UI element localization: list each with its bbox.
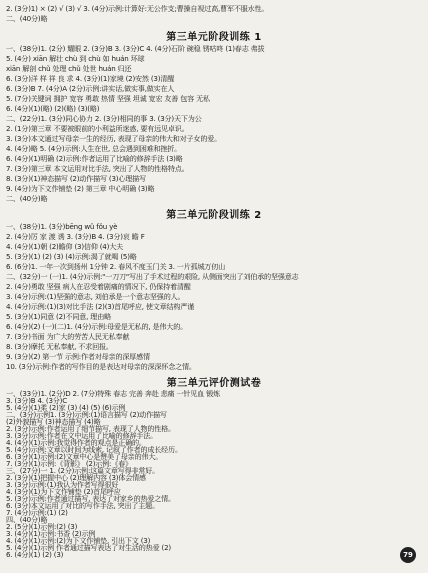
text-line: 5. (3分)(1)同意 (2)不同意, 理由略	[6, 312, 111, 321]
text-line: 6. (4分)(1) (2) (3)	[6, 550, 64, 559]
text-line: 6. (3分)(1)示例:(2)文章中心是赞美了母亲的伟大。	[6, 452, 163, 461]
text-line: 9. (4分)为下文作铺垫 (2) 第三章 中心明确 (3)略	[6, 184, 155, 193]
text-line: 6. (3分)B 7. (4分)A (2分)示例:讲实话,做实事,做实在人	[6, 84, 175, 93]
text-line: 2. (1分)第三章 不要被眼前的小利益所迷惑, 要有远见卓识。	[6, 124, 189, 133]
page-number-badge: 79	[400, 547, 416, 563]
text-line: 5. (3分)(1) (2) (3) (4)示例:渴了就喝 (5)略	[6, 252, 137, 261]
text-line: 二、(40分)略	[6, 194, 48, 203]
text-line: xiān 解剖 chǔ 处理 chǔ 处世 huán 归还	[6, 64, 132, 73]
text-line: 二、(3分)示例1. (3分)示例:(1)语言描写 (2)动作描写	[6, 410, 167, 419]
text-line: 4. (4分)示例:(1)(3)对比手法 (2)(3)首尾呼应, 使文章结构严谨	[6, 302, 195, 311]
text-line: 3. (3分)本文通过写母亲一生的经历, 表现了母亲的伟大和对子女的爱。	[6, 134, 222, 143]
text-line: 9. (3分)(2) 第一节 示例:作者对母亲的深厚感情	[6, 352, 150, 361]
text-line: 三、(27分)一 1. (2分)示例:这篇文章写得非常好。	[6, 466, 160, 475]
text-line: 2. (3分)(1)把握中心 (2)理解内容 (3)体会情感	[6, 473, 146, 482]
text-line: 6. (4分)(2) (一)(二)1. (4分)示例:母爱是无私的, 是伟大的。	[6, 322, 188, 331]
text-line: 2. (5分)(1)示例:(2) (3)	[6, 522, 78, 531]
text-line: 4. (3分)(1)为下文作铺垫 (2)首尾呼应	[6, 487, 121, 496]
text-line: (2)外貌描写 (3)神态描写 (4)略	[6, 417, 101, 426]
text-line: 二、(40分)略	[6, 14, 48, 23]
text-line: 3. (3分)B 4. (3分)C	[6, 396, 68, 405]
text-line: 6. (4分)(1)(略) (2)(略) (3)(略)	[6, 104, 100, 113]
text-line: 二、(32分)一 (一)1. (4分)示例:"一刀刀"写出了手术过程的艰险, 从侧面突出了刘伯承的坚强意志	[6, 272, 299, 281]
text-line: 二、(22分)1. (3分)同心协力 2. (3分)相同的事 3. (3分)天下为公	[6, 114, 202, 123]
text-line: 6. (4分)(1)明确 (2)示例:作者运用了比喻的修辞手法 (3)略	[6, 154, 183, 163]
text-line: 10. (3分)示例:作者的写作目的是表达对母亲的深深怀念之情。	[6, 362, 196, 371]
text-line: 5. (4分)(1)柔 (2)家 (3) (4) (5) (6)示例	[6, 403, 126, 412]
text-line: 8. (3分)摩托 无私奉献, 不求回报。	[6, 342, 113, 351]
text-line: 一、(33分)1. (2分)D 2. (7分)特殊 春志 完善 奔赴 悲痛 一针见血 锻炼	[6, 389, 220, 398]
text-line: 2. (4分)厉 家 渡 诱 3. (3分)B 4. (3分)哀 瞻 F	[6, 232, 145, 241]
text-line: 4. (4分)(1)朝 (2)瞻仰 (3)信仰 (4)大夫	[6, 242, 123, 251]
text-line: 7. (3分)第三章 本文运用对比手法, 突出了人物的性格特点。	[6, 164, 189, 173]
text-line: 一、(38分)1. (2分) 耀眼 2. (3分)B 3. (3分)C 4. (4分)石阶 碗稳 锈咕咚 (1)春志 弗拔	[6, 44, 265, 53]
text-line: 6. (6分)1. 一年一次到扬州 1分钟 2. 春风不度玉门关 3. 一片孤城万仞山	[6, 262, 226, 271]
text-line: 2. (3分)示例:作者运用了细节描写, 表现了人物的性格。	[6, 424, 175, 433]
text-line: 7. (3分)书面 为广大的劳苦人民无私奉献	[6, 332, 130, 341]
text-line: 6. (3分)洋 样 祥 良 求 4. (3分)(1)家境 (2)安然 (3)清醒	[6, 74, 175, 83]
text-line: 3. (4分)示例:(1)坚强的意志, 刘伯承是一个意志坚强的人。	[6, 292, 185, 301]
text-line: 8. (3分)(1)神态描写 (2)动作描写 (3)心理描写	[6, 174, 146, 183]
text-line: 3. (3分)示例:(1)我认为作者写得很好	[6, 480, 119, 489]
text-line: 3. (4分)(1)示例:书香 (2)示例	[6, 529, 96, 538]
text-line: 5. (3分)示例:作者通过描写, 表达了对家乡的热爱之情。	[6, 494, 175, 503]
text-line: 2. (4分)勇敢 坚强 病人在忍受着剧痛的情况下, 仍保持着清醒	[6, 282, 191, 291]
text-line: 一、(38分)1. (3分)bēng wǔ fǒu yè	[6, 222, 118, 231]
text-line: 5. (4分)(1)示例 作者通过描写表达了对生活的热爱 (2)	[6, 543, 171, 552]
text-line: 3. (3分)示例:作者在文中运用了比喻的修辞手法。	[6, 431, 158, 440]
text-line: 四、(40分)略	[6, 515, 48, 524]
text-line: 6. (3分)本文运用了对比的写作手法, 突出了主题。	[6, 501, 159, 510]
text-line: 4. (4分)(1)示例:(2)为下文作铺垫, 引出下文 (3)	[6, 536, 151, 545]
text-line: 4. (4分)(1)示例:我觉得作者的观点是正确的。	[6, 438, 146, 447]
text-line: 4. (4分)略 5. (4分)示例:人生在世, 总会遇到困难和挫折。	[6, 144, 182, 153]
text-line: 5. (4分) xiān 解壮 chù 到 chù 如 huán 环球	[6, 54, 145, 63]
section-heading: 第三单元评价测试卷	[166, 378, 262, 389]
section-heading: 第三单元阶段训练 1	[166, 32, 262, 43]
text-line: 7. (4分)示例:(1) (2)	[6, 508, 68, 517]
section-heading: 第三单元阶段训练 2	[166, 210, 262, 221]
text-line: 7. (3分)(1)示例:《背影》 (2)示例:《春》	[6, 459, 132, 468]
text-line: 5. (4分)示例:文章以时间为线索, 记叙了作者的成长经历。	[6, 445, 182, 454]
text-line: 2. (3分)1) × (2) √ (3) √ 3. (4分)示例:计算好:无公作支;曹操自视过高,曹军不服水性。	[6, 4, 269, 13]
text-line: 5. (7分)关键词 拥护 宽容 勇敢 热情 坚强 坦诚 宽宏 友善 包容 无私	[6, 94, 210, 103]
